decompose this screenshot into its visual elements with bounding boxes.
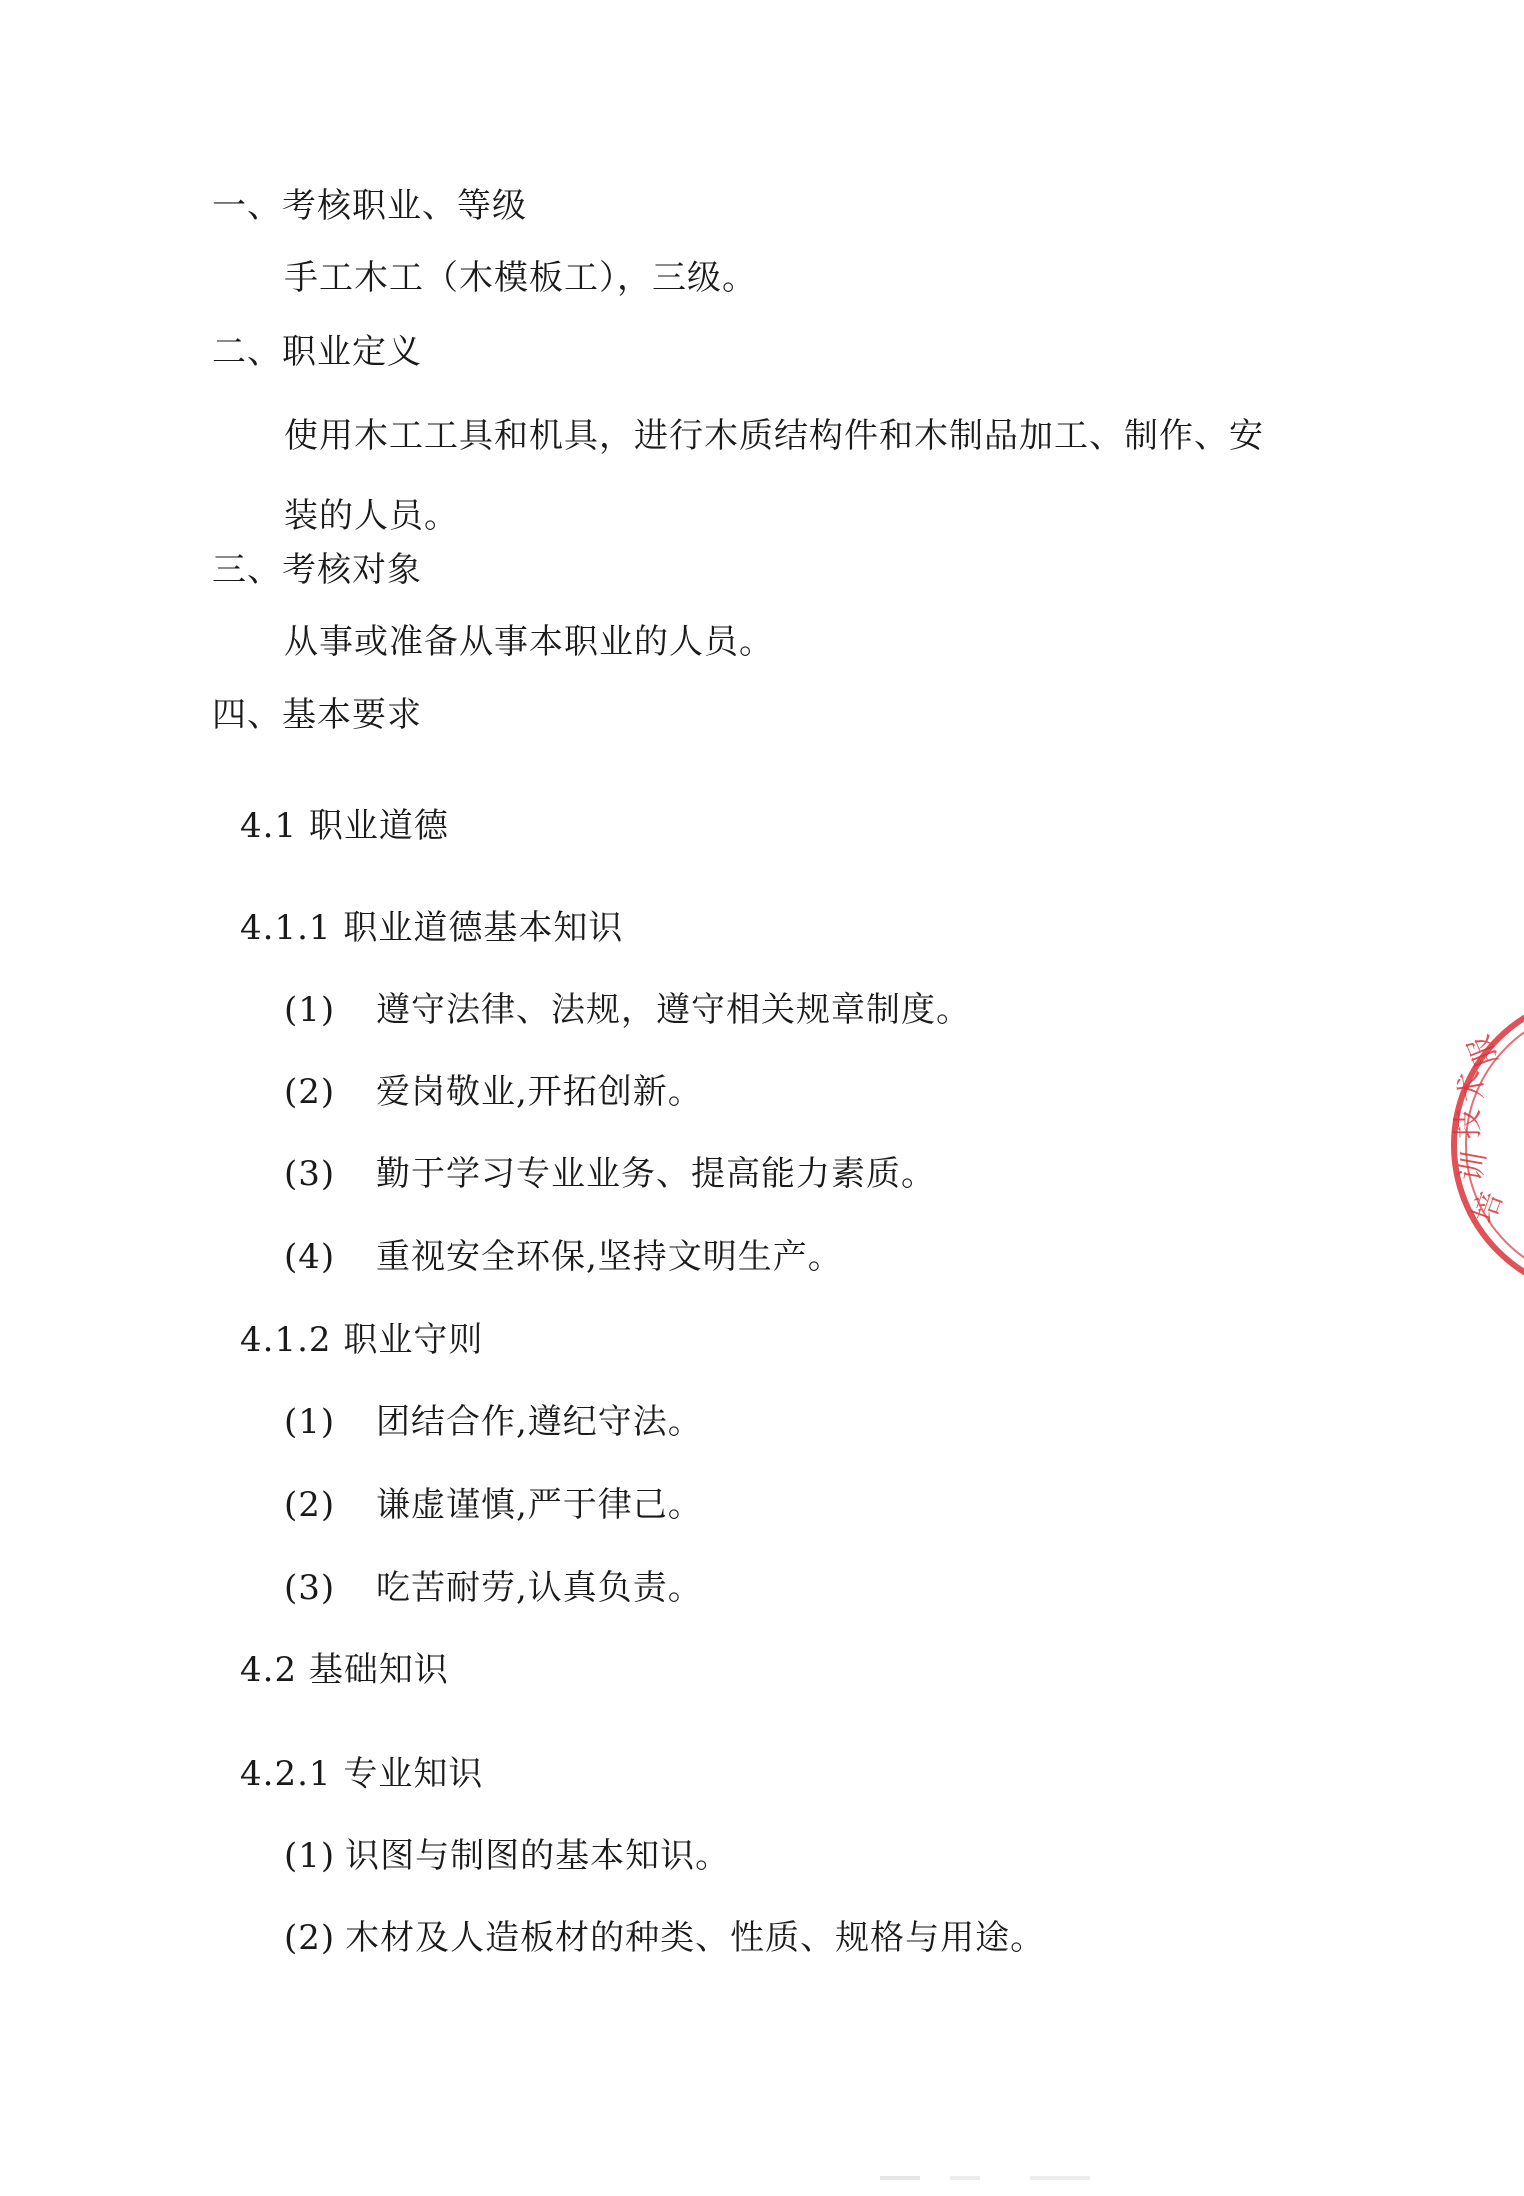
list-item-text: 爱岗敬业,开拓创新。 (376, 1072, 703, 1112)
subsection-4-2: 4.2 基础知识 (240, 1650, 449, 1690)
list-item (284, 1834, 730, 1878)
svg-text:术: 术 (1452, 1068, 1492, 1104)
section-2-body (212, 396, 1344, 556)
list-item-number: (2) (284, 1918, 336, 1958)
list-item (284, 1070, 703, 1114)
official-seal (1434, 1015, 1524, 1275)
scan-artifact (880, 2172, 1180, 2184)
svg-text:训: 训 (1453, 1148, 1494, 1185)
list-item-number: (3) (284, 1568, 336, 1608)
list-item (284, 1152, 936, 1196)
list-item (284, 1235, 843, 1279)
list-item-text: 吃苦耐劳,认真负责。 (376, 1568, 703, 1608)
list-item-number: (4) (284, 1237, 336, 1277)
list-item (284, 1400, 703, 1444)
subsection-4-1: 4.1 职业道德 (240, 806, 449, 846)
section-4-title: 四、基本要求 (212, 695, 422, 735)
list-item-text: 识图与制图的基本知识。 (345, 1836, 731, 1876)
section-2-body-text: 使用木工工具和机具，进行木质结构件和木制品加工、制作、安装的人员。 (284, 416, 1264, 536)
list-item (284, 1916, 1045, 1960)
section-3-body: 从事或准备从事本职业的人员。 (284, 622, 774, 662)
list-item-number: (1) (284, 990, 336, 1030)
subsection-4-2-1: 4.2.1 专业知识 (240, 1754, 484, 1794)
list-item-number: (1) (284, 1836, 336, 1876)
list-item (284, 1483, 703, 1527)
list-item-number: (3) (284, 1154, 336, 1194)
subsection-4-1-2: 4.1.2 职业守则 (240, 1320, 484, 1360)
subsection-4-1-1: 4.1.1 职业道德基本知识 (240, 908, 624, 948)
seal-graphic (1434, 1015, 1524, 1275)
list-item-text: 木材及人造板材的种类、性质、规格与用途。 (345, 1918, 1046, 1958)
section-2-title: 二、职业定义 (212, 332, 422, 372)
list-item (284, 1566, 703, 1610)
svg-text:技: 技 (1451, 1109, 1486, 1139)
svg-text:培: 培 (1466, 1187, 1510, 1228)
list-item-text: 勤于学习专业业务、提高能力素质。 (376, 1154, 936, 1194)
list-item-number: (2) (284, 1485, 336, 1525)
section-1-title: 一、考核职业、等级 (212, 186, 527, 226)
list-item (284, 988, 971, 1032)
section-1-body: 手工木工（木模板工），三级。 (284, 258, 757, 298)
list-item-text: 谦虚谨慎,严于律己。 (376, 1485, 703, 1525)
list-item-number: (1) (284, 1402, 336, 1442)
list-item-text: 团结合作,遵纪守法。 (376, 1402, 703, 1442)
list-item-number: (2) (284, 1072, 336, 1112)
svg-text:服: 服 (1461, 1030, 1506, 1072)
list-item-text: 遵守法律、法规，遵守相关规章制度。 (376, 990, 971, 1030)
section-3-title: 三、考核对象 (212, 550, 422, 590)
list-item-text: 重视安全环保,坚持文明生产。 (376, 1237, 843, 1277)
